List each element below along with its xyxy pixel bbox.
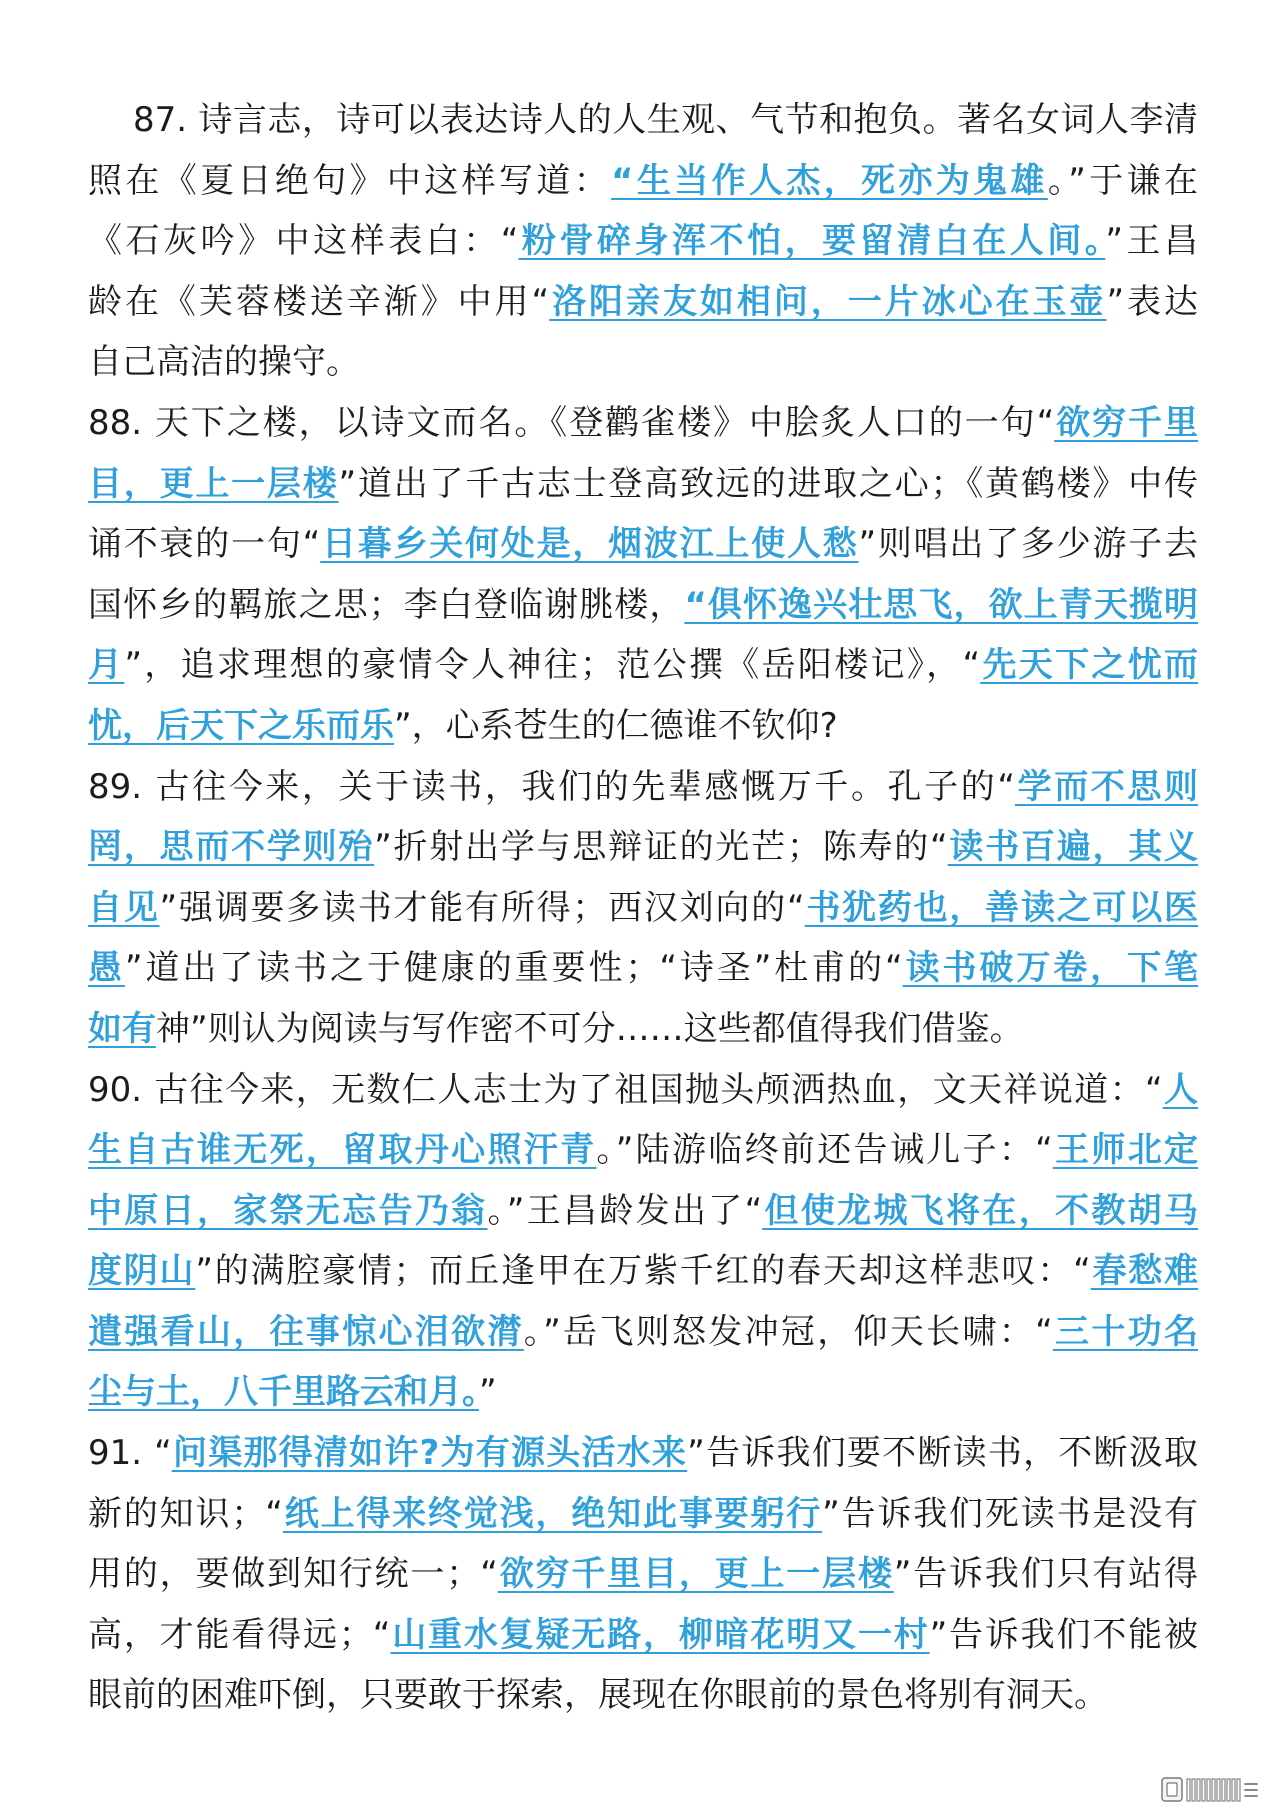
answer-text: 忧，后天下之乐而乐 bbox=[88, 705, 394, 746]
question-text: 龄在《芙蓉楼送辛渐》中用“ bbox=[88, 281, 550, 322]
answer-text: 尘与土，八千里路云和月。 bbox=[88, 1372, 479, 1413]
question-text: ”道出了读书之于健康的重要性；“诗圣”杜甫的“ bbox=[124, 948, 903, 989]
answer-text: 自见 bbox=[88, 887, 160, 928]
paragraph bbox=[88, 1423, 1198, 1726]
text-line bbox=[88, 1181, 1198, 1242]
answer-text: 学而不思则 bbox=[1014, 766, 1198, 807]
answer-text: “俱怀逸兴壮思飞，欲上青天揽明 bbox=[684, 584, 1198, 625]
answer-text: 问渠那得清如许?为有源头活水来 bbox=[171, 1433, 688, 1474]
question-text: 神”则认为阅读与写作密不可分……这些都值得我们借鉴。 bbox=[156, 1008, 1024, 1049]
text-line bbox=[88, 1544, 1198, 1605]
answer-text: 书犹药也，善读之可以医 bbox=[804, 887, 1198, 928]
text-line bbox=[88, 90, 1198, 151]
text-line bbox=[88, 1241, 1198, 1302]
question-text: 87. 诗言志，诗可以表达诗人的人生观、气节和抱负。著名女词人李清 bbox=[133, 100, 1198, 140]
text-line bbox=[88, 1362, 1198, 1423]
question-text: 用的，要做到知行统一；“ bbox=[88, 1554, 498, 1595]
question-text: 国怀乡的羁旅之思；李白登临谢朓楼， bbox=[88, 584, 685, 625]
paragraph bbox=[88, 90, 1198, 393]
question-text: ”折射出学与思辩证的光芒；陈寿的“ bbox=[374, 827, 948, 868]
text-line bbox=[88, 514, 1198, 575]
question-text: 新的知识；“ bbox=[88, 1493, 283, 1534]
question-text: ”，心系苍生的仁德谁不钦仰? bbox=[394, 705, 838, 746]
text-line bbox=[88, 1302, 1198, 1363]
question-text: ” bbox=[479, 1372, 497, 1413]
question-text: 90. 古往今来，无数仁人志士为了祖国抛头颅洒热血，文天祥说道：“ bbox=[88, 1069, 1163, 1110]
text-line bbox=[88, 211, 1198, 272]
question-text: 89. 古往今来，关于读书，我们的先辈感慨万千。孔子的“ bbox=[88, 766, 1015, 807]
answer-text: 中原日，家祭无忘告乃翁 bbox=[88, 1190, 488, 1231]
question-text: ”告诉我们死读书是没有 bbox=[822, 1493, 1198, 1534]
answer-text: 三十功名 bbox=[1052, 1311, 1198, 1352]
question-text: ”的满腔豪情；而丘逢甲在万紫千红的春天却这样悲叹：“ bbox=[195, 1251, 1091, 1292]
text-line bbox=[88, 272, 1198, 333]
question-text: ”道出了千古志士登高致远的进取之心；《黄鹤楼》中传 bbox=[338, 463, 1198, 504]
answer-text: 月 bbox=[88, 645, 125, 686]
text-line bbox=[88, 332, 1198, 393]
text-line bbox=[88, 1665, 1198, 1726]
answer-text: 先天下之忧而 bbox=[980, 645, 1198, 686]
question-text: ”王昌 bbox=[1105, 221, 1198, 262]
answer-text: 欲穷千里目，更上一层楼 bbox=[497, 1554, 894, 1595]
text-line bbox=[88, 696, 1198, 757]
text-line bbox=[88, 393, 1198, 454]
answer-text: 目，更上一层楼 bbox=[88, 463, 339, 504]
question-text: ”告诉我们要不断读书，不断汲取 bbox=[687, 1433, 1198, 1474]
answer-text: 罔，思而不学则殆 bbox=[88, 827, 375, 868]
question-text: 88. 天下之楼，以诗文而名。《登鹳雀楼》中脍炙人口的一句“ bbox=[88, 402, 1055, 443]
answer-text: 欲穷千里 bbox=[1054, 402, 1198, 443]
question-text: 诵不衰的一句“ bbox=[88, 524, 321, 565]
text-line bbox=[88, 1060, 1198, 1121]
question-text: 91. “ bbox=[88, 1433, 172, 1474]
question-text: 照在《夏日绝句》中这样写道： bbox=[88, 160, 612, 201]
answer-text: 人 bbox=[1162, 1069, 1198, 1110]
text-line bbox=[88, 1484, 1198, 1545]
question-text: 。”王昌龄发出了“ bbox=[487, 1190, 763, 1231]
answer-text: 生自古谁无死，留取丹心照汗青 bbox=[88, 1130, 597, 1171]
text-line bbox=[88, 757, 1198, 818]
text-line bbox=[88, 878, 1198, 939]
text-line bbox=[88, 938, 1198, 999]
answer-text: 纸上得来终觉浅，绝知此事要躬行 bbox=[282, 1493, 823, 1534]
watermark-icon bbox=[1160, 1774, 1260, 1806]
document-body bbox=[88, 90, 1198, 1726]
answer-text: 如有 bbox=[88, 1008, 156, 1049]
text-line bbox=[88, 1120, 1198, 1181]
question-text: ”告诉我们只有站得 bbox=[893, 1554, 1198, 1595]
text-line bbox=[88, 1423, 1198, 1484]
text-line bbox=[88, 1605, 1198, 1666]
question-text: 高，才能看得远；“ bbox=[88, 1614, 391, 1655]
answer-text: 读书破万卷，下笔 bbox=[902, 948, 1198, 989]
question-text: ”表达 bbox=[1106, 281, 1198, 322]
question-text: 。”岳飞则怒发冲冠，仰天长啸：“ bbox=[523, 1311, 1053, 1352]
question-text: 《石灰吟》中这样表白：“ bbox=[88, 221, 519, 262]
answer-text: 日暮乡关何处是，烟波江上使人愁 bbox=[320, 524, 859, 565]
answer-text: 春愁难 bbox=[1090, 1251, 1198, 1292]
paragraph bbox=[88, 757, 1198, 1060]
text-line bbox=[88, 454, 1198, 515]
answer-text: 山重水复疑无路，柳暗花明又一村 bbox=[390, 1614, 930, 1655]
question-text: ”则唱出了多少游子去 bbox=[858, 524, 1198, 565]
answer-text: 遣强看山，往事惊心泪欲潸 bbox=[88, 1311, 524, 1352]
question-text: ”，追求理想的豪情令人神往；范公撰《岳阳楼记》，“ bbox=[124, 645, 981, 686]
answer-text: 但使龙城飞将在，不教胡马 bbox=[762, 1190, 1198, 1231]
question-text: 自己高洁的操守。 bbox=[88, 342, 360, 383]
text-line bbox=[88, 151, 1198, 212]
text-line bbox=[88, 999, 1198, 1060]
answer-text: 王师北定 bbox=[1052, 1130, 1198, 1171]
question-text: ”强调要多读书才能有所得；西汉刘向的“ bbox=[159, 887, 805, 928]
paragraph bbox=[88, 1060, 1198, 1424]
text-line bbox=[88, 817, 1198, 878]
answer-text: 粉骨碎身浑不怕，要留清白在人间。 bbox=[518, 221, 1106, 262]
text-line bbox=[88, 575, 1198, 636]
paragraph bbox=[88, 393, 1198, 757]
answer-text: “生当作人杰，死亦为鬼雄 bbox=[611, 160, 1048, 201]
text-line bbox=[88, 635, 1198, 696]
question-text: ”告诉我们不能被 bbox=[929, 1614, 1198, 1655]
answer-text: 度阴山 bbox=[88, 1251, 196, 1292]
answer-text: 洛阳亲友如相问，一片冰心在玉壶 bbox=[549, 281, 1107, 322]
answer-text: 读书百遍，其义 bbox=[947, 827, 1198, 868]
question-text: 。”于谦在 bbox=[1047, 160, 1198, 201]
question-text: 。”陆游临终前还告诫儿子：“ bbox=[596, 1130, 1053, 1171]
question-text: 眼前的困难吓倒，只要敢于探索，展现在你眼前的景色将别有洞天。 bbox=[88, 1675, 1108, 1716]
answer-text: 愚 bbox=[88, 948, 125, 989]
